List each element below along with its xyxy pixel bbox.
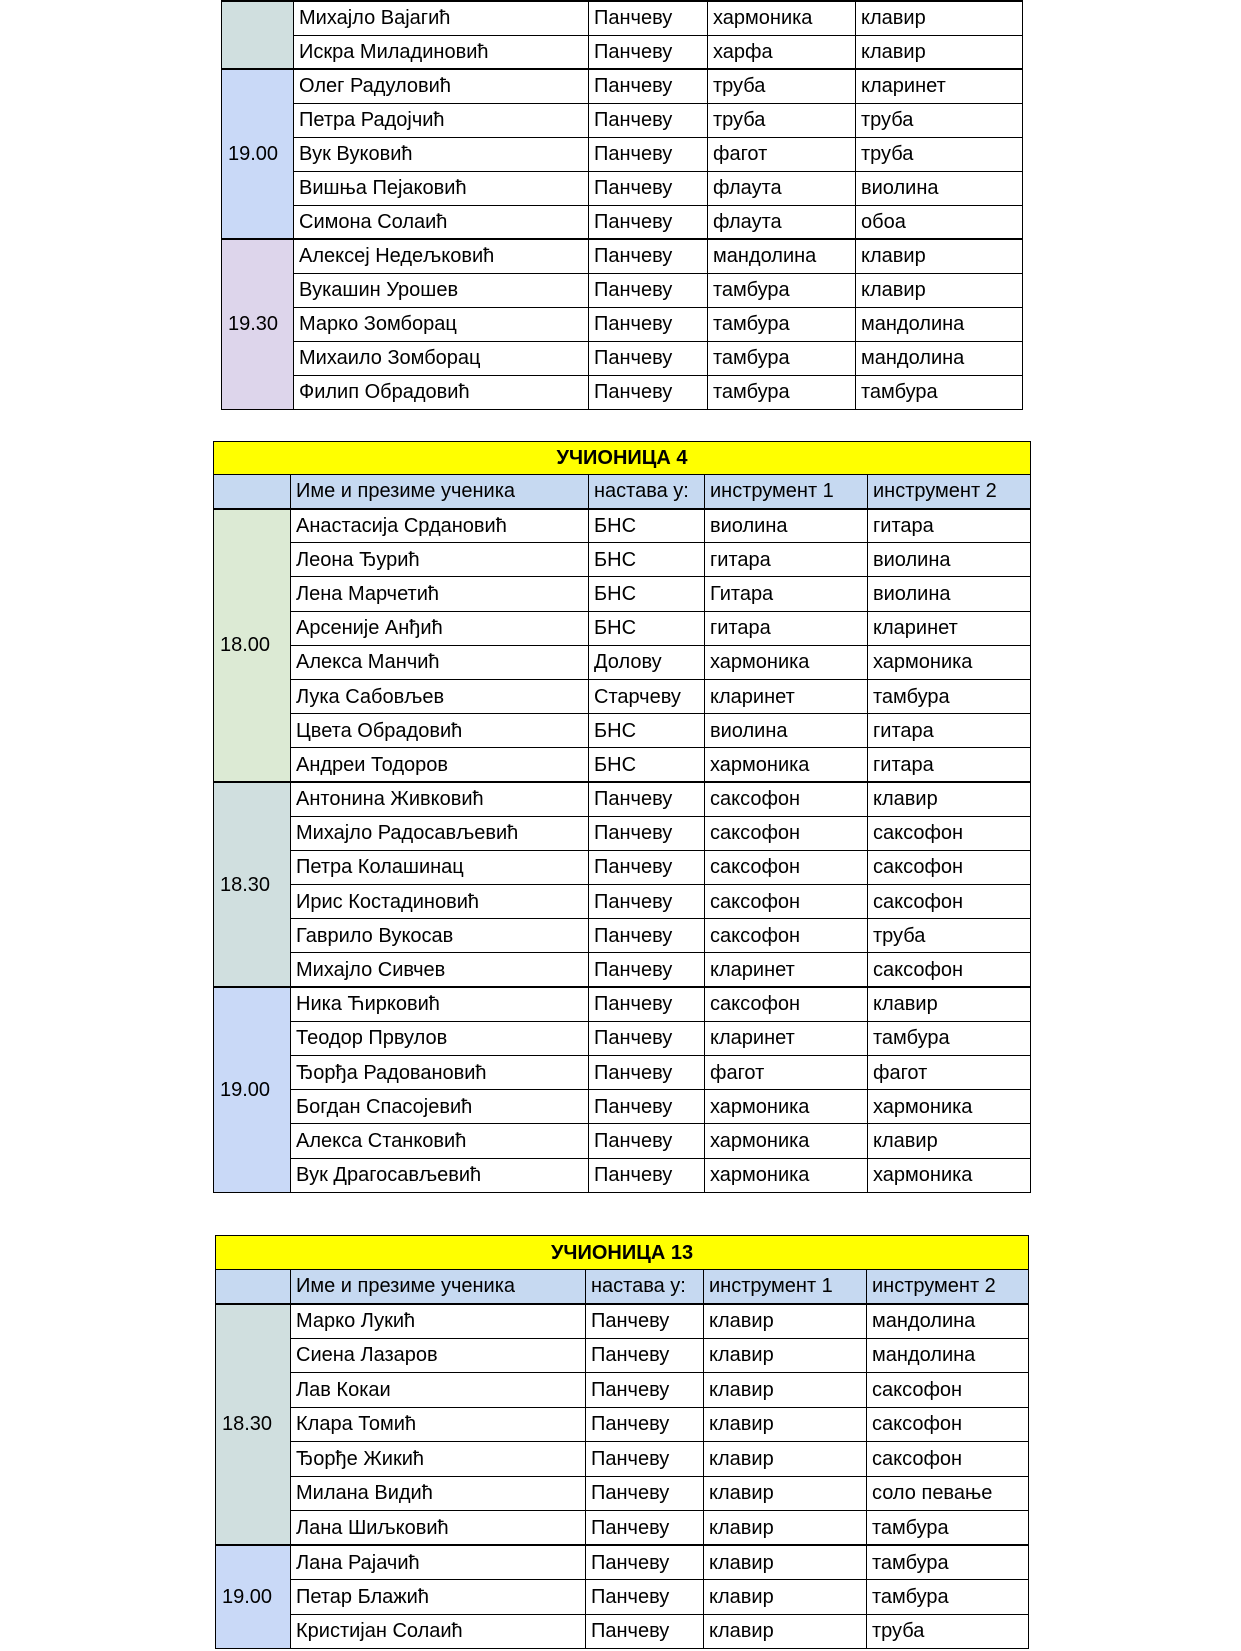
instrument-1: флаута: [708, 205, 856, 239]
table-row: [214, 1124, 1031, 1158]
instrument-2: труба: [856, 137, 1023, 171]
lesson-location: Панчеву: [586, 1442, 704, 1477]
instrument-2: тамбура: [856, 375, 1023, 409]
lesson-location: Панчеву: [589, 1056, 705, 1090]
lesson-location: Панчеву: [589, 919, 705, 953]
instrument-1: Гитара: [705, 577, 868, 611]
lesson-location: Панчеву: [586, 1511, 704, 1546]
instrument-2: тамбура: [868, 679, 1031, 713]
table-row: [214, 885, 1031, 919]
table-row: [214, 1158, 1031, 1192]
student-name: Лана Рајачић: [291, 1545, 586, 1580]
instrument-2: тамбура: [867, 1511, 1029, 1546]
instrument-1: тамбура: [708, 341, 856, 375]
student-name: Милана Видић: [291, 1476, 586, 1511]
student-name: Кристијан Солаић: [291, 1614, 586, 1649]
student-name: Теодор Првулов: [291, 1021, 589, 1055]
lesson-location: Панчеву: [589, 171, 708, 205]
instrument-1: саксофон: [705, 987, 868, 1021]
lesson-location: БНС: [589, 611, 705, 645]
student-name: Сиена Лазаров: [291, 1338, 586, 1373]
student-name: Михаило Зомборац: [294, 341, 589, 375]
instrument-1: хармоника: [708, 1, 856, 35]
header-corner: [216, 1270, 291, 1304]
student-name: Вишња Пејаковић: [294, 171, 589, 205]
instrument-2: фагот: [868, 1056, 1031, 1090]
student-name: Цвета Обрадовић: [291, 714, 589, 748]
instrument-2: кларинет: [856, 69, 1023, 103]
instrument-1: фагот: [705, 1056, 868, 1090]
instrument-1: саксофон: [705, 885, 868, 919]
header-instrument-2: инструмент 2: [867, 1270, 1029, 1304]
instrument-1: хармоника: [705, 1158, 868, 1192]
instrument-1: харфа: [708, 35, 856, 69]
instrument-2: мандолина: [867, 1338, 1029, 1373]
instrument-2: клавир: [868, 782, 1031, 816]
lesson-location: Панчеву: [586, 1580, 704, 1615]
lesson-location: Панчеву: [589, 782, 705, 816]
table-row: [222, 307, 1023, 341]
header-corner: [214, 475, 291, 509]
classroom-13-table: [215, 1235, 1029, 1649]
table-row: [222, 171, 1023, 205]
table-row: [222, 205, 1023, 239]
instrument-1: тамбура: [708, 307, 856, 341]
table-body: [216, 1236, 1029, 1649]
instrument-1: саксофон: [705, 816, 868, 850]
instrument-1: саксофон: [705, 919, 868, 953]
student-name: Алекса Станковић: [291, 1124, 589, 1158]
instrument-1: кларинет: [705, 1021, 868, 1055]
lesson-location: БНС: [589, 748, 705, 782]
table-row: [214, 748, 1031, 782]
lesson-location: Панчеву: [589, 1124, 705, 1158]
student-name: Вук Вуковић: [294, 137, 589, 171]
instrument-2: виолина: [868, 577, 1031, 611]
time-slot: 19.00: [222, 69, 294, 239]
table-row: [216, 1545, 1029, 1580]
lesson-location: Панчеву: [589, 307, 708, 341]
lesson-location: Панчеву: [589, 1, 708, 35]
table-row: [216, 1304, 1029, 1339]
student-name: Вукашин Урошев: [294, 273, 589, 307]
lesson-location: БНС: [589, 509, 705, 543]
table-row: [214, 1090, 1031, 1124]
lesson-location: Панчеву: [589, 273, 708, 307]
lesson-location: БНС: [589, 714, 705, 748]
student-name: Алекса Манчић: [291, 645, 589, 679]
instrument-2: труба: [867, 1614, 1029, 1649]
table-row: [222, 69, 1023, 103]
instrument-2: виолина: [868, 543, 1031, 577]
student-name: Алексеј Недељковић: [294, 239, 589, 273]
instrument-2: труба: [868, 919, 1031, 953]
instrument-2: саксофон: [868, 885, 1031, 919]
student-name: Леона Ђурић: [291, 543, 589, 577]
student-name: Гаврило Вукосав: [291, 919, 589, 953]
table-row: [222, 239, 1023, 273]
instrument-1: флаута: [708, 171, 856, 205]
student-name: Марко Зомборац: [294, 307, 589, 341]
instrument-2: труба: [856, 103, 1023, 137]
lesson-location: Панчеву: [589, 987, 705, 1021]
lesson-location: Панчеву: [586, 1304, 704, 1339]
table-row: [214, 645, 1031, 679]
instrument-1: фагот: [708, 137, 856, 171]
instrument-2: клавир: [868, 1124, 1031, 1158]
table-row: [216, 1373, 1029, 1408]
instrument-1: труба: [708, 69, 856, 103]
student-name: Андреи Тодоров: [291, 748, 589, 782]
student-name: Симона Солаић: [294, 205, 589, 239]
instrument-2: обоа: [856, 205, 1023, 239]
table-row: [214, 816, 1031, 850]
lesson-location: Старчеву: [589, 679, 705, 713]
header-instrument-1: инструмент 1: [704, 1270, 867, 1304]
student-name: Лав Кокаи: [291, 1373, 586, 1408]
header-name: Име и презиме ученика: [291, 1270, 586, 1304]
table-row: [214, 919, 1031, 953]
instrument-1: саксофон: [705, 782, 868, 816]
instrument-1: хармоника: [705, 748, 868, 782]
header-location: настава у:: [586, 1270, 704, 1304]
student-name: Марко Лукић: [291, 1304, 586, 1339]
time-slot: 19.00: [216, 1545, 291, 1649]
lesson-location: Панчеву: [586, 1476, 704, 1511]
instrument-1: клавир: [704, 1614, 867, 1649]
instrument-1: клавир: [704, 1442, 867, 1477]
table-row: [216, 1580, 1029, 1615]
student-name: Ирис Костадиновић: [291, 885, 589, 919]
instrument-2: мандолина: [856, 307, 1023, 341]
student-name: Клара Томић: [291, 1407, 586, 1442]
instrument-2: саксофон: [867, 1442, 1029, 1477]
student-name: Петар Блажић: [291, 1580, 586, 1615]
instrument-2: хармоника: [868, 1158, 1031, 1192]
table-row: [222, 273, 1023, 307]
instrument-1: клавир: [704, 1373, 867, 1408]
student-name: Петра Радојчић: [294, 103, 589, 137]
lesson-location: БНС: [589, 577, 705, 611]
classroom-4-table: [213, 441, 1031, 1193]
lesson-location: Панчеву: [589, 885, 705, 919]
instrument-2: саксофон: [868, 816, 1031, 850]
table-row: [216, 1442, 1029, 1477]
student-name: Ника Ћирковић: [291, 987, 589, 1021]
lesson-location: Панчеву: [589, 103, 708, 137]
instrument-1: виолина: [705, 714, 868, 748]
table-row: [214, 782, 1031, 816]
table-row: [214, 714, 1031, 748]
instrument-2: клавир: [856, 1, 1023, 35]
instrument-1: хармоника: [705, 1090, 868, 1124]
instrument-2: клавир: [856, 273, 1023, 307]
instrument-1: виолина: [705, 509, 868, 543]
student-name: Петра Колашинац: [291, 850, 589, 884]
header-instrument-2: инструмент 2: [868, 475, 1031, 509]
table-body: [222, 1, 1023, 409]
instrument-1: саксофон: [705, 850, 868, 884]
instrument-1: мандолина: [708, 239, 856, 273]
student-name: Ђорђе Жикић: [291, 1442, 586, 1477]
student-name: Олег Радуловић: [294, 69, 589, 103]
student-name: Лана Шиљковић: [291, 1511, 586, 1546]
instrument-2: саксофон: [868, 850, 1031, 884]
instrument-2: саксофон: [867, 1373, 1029, 1408]
table-row: [222, 1, 1023, 35]
instrument-2: саксофон: [867, 1407, 1029, 1442]
table-row: [222, 103, 1023, 137]
table-row: [216, 1407, 1029, 1442]
instrument-2: клавир: [868, 987, 1031, 1021]
instrument-2: тамбура: [867, 1580, 1029, 1615]
time-slot: 18.00: [214, 509, 291, 783]
student-name: Арсеније Анђић: [291, 611, 589, 645]
instrument-1: клавир: [704, 1545, 867, 1580]
instrument-2: гитара: [868, 509, 1031, 543]
lesson-location: Долову: [589, 645, 705, 679]
student-name: Лука Сабовљев: [291, 679, 589, 713]
table-row: [216, 1511, 1029, 1546]
instrument-2: мандолина: [867, 1304, 1029, 1339]
instrument-2: гитара: [868, 748, 1031, 782]
lesson-location: Панчеву: [589, 69, 708, 103]
instrument-2: тамбура: [868, 1021, 1031, 1055]
time-slot: 18.30: [214, 782, 291, 987]
instrument-2: гитара: [868, 714, 1031, 748]
table-row: [222, 375, 1023, 409]
instrument-1: хармоника: [705, 1124, 868, 1158]
table-row: [222, 137, 1023, 171]
lesson-location: Панчеву: [586, 1373, 704, 1408]
table-row: [214, 611, 1031, 645]
instrument-2: соло певање: [867, 1476, 1029, 1511]
instrument-1: клавир: [704, 1476, 867, 1511]
table-row: [216, 1614, 1029, 1649]
student-name: Лена Марчетић: [291, 577, 589, 611]
student-name: Антонина Живковић: [291, 782, 589, 816]
instrument-2: хармоника: [868, 645, 1031, 679]
instrument-1: клавир: [704, 1407, 867, 1442]
table-row: [214, 850, 1031, 884]
lesson-location: Панчеву: [589, 953, 705, 987]
lesson-location: Панчеву: [589, 35, 708, 69]
lesson-location: Панчеву: [589, 137, 708, 171]
classroom-title: УЧИОНИЦА 13: [216, 1236, 1029, 1270]
table-row: [214, 1056, 1031, 1090]
lesson-location: Панчеву: [589, 205, 708, 239]
lesson-location: Панчеву: [586, 1407, 704, 1442]
table-row: [214, 543, 1031, 577]
header-location: настава у:: [589, 475, 705, 509]
student-name: Ђорђа Радовановић: [291, 1056, 589, 1090]
instrument-2: тамбура: [867, 1545, 1029, 1580]
student-name: Искра Миладиновић: [294, 35, 589, 69]
instrument-2: клавир: [856, 35, 1023, 69]
table-row: [214, 577, 1031, 611]
instrument-1: гитара: [705, 611, 868, 645]
lesson-location: Панчеву: [586, 1545, 704, 1580]
time-slot: 19.00: [214, 987, 291, 1192]
lesson-location: Панчеву: [589, 1090, 705, 1124]
table-row: [214, 509, 1031, 543]
lesson-location: БНС: [589, 543, 705, 577]
lesson-location: Панчеву: [589, 850, 705, 884]
student-name: Михајло Вајагић: [294, 1, 589, 35]
instrument-2: хармоника: [868, 1090, 1031, 1124]
time-slot: 19.30: [222, 239, 294, 409]
instrument-1: клавир: [704, 1304, 867, 1339]
instrument-2: виолина: [856, 171, 1023, 205]
table-row: [222, 341, 1023, 375]
student-name: Михајло Радосављевић: [291, 816, 589, 850]
instrument-1: хармоника: [705, 645, 868, 679]
instrument-1: клавир: [704, 1338, 867, 1373]
lesson-location: Панчеву: [589, 341, 708, 375]
instrument-1: кларинет: [705, 679, 868, 713]
table-row: [216, 1338, 1029, 1373]
table-row: [214, 679, 1031, 713]
student-name: Михајло Сивчев: [291, 953, 589, 987]
lesson-location: Панчеву: [589, 1158, 705, 1192]
time-slot: 18.30: [216, 1304, 291, 1546]
instrument-2: мандолина: [856, 341, 1023, 375]
instrument-1: труба: [708, 103, 856, 137]
lesson-location: Панчеву: [586, 1614, 704, 1649]
instrument-1: тамбура: [708, 375, 856, 409]
instrument-1: клавир: [704, 1580, 867, 1615]
instrument-2: саксофон: [868, 953, 1031, 987]
instrument-1: кларинет: [705, 953, 868, 987]
time-slot: [222, 1, 294, 69]
classroom-title: УЧИОНИЦА 4: [214, 442, 1031, 475]
instrument-1: клавир: [704, 1511, 867, 1546]
lesson-location: Панчеву: [589, 1021, 705, 1055]
table-row: [214, 1021, 1031, 1055]
instrument-2: клавир: [856, 239, 1023, 273]
schedule-table-continued: [221, 0, 1023, 410]
header-instrument-1: инструмент 1: [705, 475, 868, 509]
table-row: [214, 953, 1031, 987]
table-body: [214, 442, 1031, 1193]
instrument-2: кларинет: [868, 611, 1031, 645]
lesson-location: Панчеву: [589, 239, 708, 273]
lesson-location: Панчеву: [589, 816, 705, 850]
header-name: Име и презиме ученика: [291, 475, 589, 509]
student-name: Филип Обрадовић: [294, 375, 589, 409]
student-name: Богдан Спасојевић: [291, 1090, 589, 1124]
lesson-location: Панчеву: [586, 1338, 704, 1373]
lesson-location: Панчеву: [589, 375, 708, 409]
table-row: [222, 35, 1023, 69]
student-name: Анастасија Срдановић: [291, 509, 589, 543]
instrument-1: гитара: [705, 543, 868, 577]
student-name: Вук Драгосављевић: [291, 1158, 589, 1192]
table-row: [214, 987, 1031, 1021]
instrument-1: тамбура: [708, 273, 856, 307]
table-row: [216, 1476, 1029, 1511]
